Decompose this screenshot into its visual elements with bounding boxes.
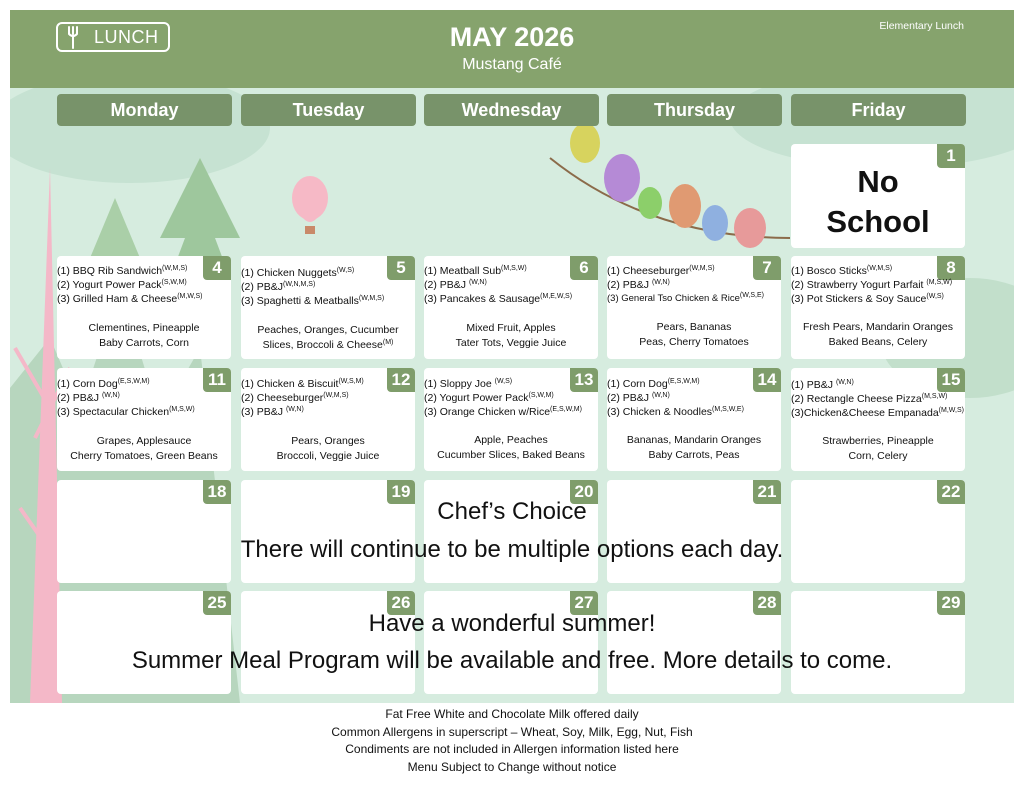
- sides: Bananas, Mandarin Oranges Baby Carrots, Peas: [626, 434, 762, 461]
- day-header-thursday: Thursday: [607, 94, 782, 126]
- menu-option-2: (2) Yogurt Power Pack$^{(S,W,M)}$: [424, 392, 554, 404]
- calendar-cell-15: [791, 368, 965, 471]
- menu-option-3: (3) Spaghetti & Meatballs$^{(W,M,S)}$: [241, 295, 385, 307]
- date-number: 19: [387, 480, 415, 504]
- date-number: 6: [570, 256, 598, 280]
- calendar-cell-25: [57, 591, 231, 694]
- menu-option-1: (1) Cheeseburger$^{(W,M,S)}$: [607, 265, 715, 277]
- date-number: 15: [937, 368, 965, 392]
- calendar-cell-19: [241, 480, 415, 583]
- sides: Grapes, Applesauce Cherry Tomatoes, Green Beans: [70, 435, 218, 462]
- date-number: 28: [753, 591, 781, 615]
- menu-option-3: (3) Chicken & Noodles$^{(M,S,W,E)}$: [607, 406, 744, 418]
- menu-option-3: (3) Pancakes & Sausage$^{(M,E,W,S)}$: [424, 293, 573, 305]
- menu-option-1: (1) Corn Dog$^{(E,S,W,M)}$: [57, 378, 150, 390]
- menu-option-1: (1) Chicken & Biscuit$^{(W,S,M)}$: [241, 378, 364, 390]
- date-number: 25: [203, 591, 231, 615]
- calendar-cell-21: [607, 480, 781, 583]
- date-number: 7: [753, 256, 781, 280]
- no-school-line1: No: [857, 164, 899, 199]
- calendar-cell-5: [241, 256, 415, 359]
- date-number: 12: [387, 368, 415, 392]
- sides: Peaches, Oranges, Cucumber Slices, Broccoli & Cheese$^{(M)}$: [257, 324, 399, 351]
- menu-option-2: (2) PB&J $^{(W,N)}$: [57, 392, 120, 404]
- header-bar: [10, 10, 1014, 88]
- no-school-line2: School: [826, 204, 930, 239]
- calendar-cell-27: [424, 591, 598, 694]
- date-number: 8: [937, 256, 965, 280]
- footer-line-milk: Fat Free White and Chocolate Milk offered daily: [385, 707, 639, 721]
- page-subtitle: Mustang Café: [462, 56, 562, 73]
- sides: Strawberries, Pineapple Corn, Celery: [822, 435, 934, 462]
- menu-option-3: (3)Chicken&Cheese Empanada$^{(M,W,S)}$: [791, 407, 964, 419]
- date-number: 27: [570, 591, 598, 615]
- calendar-cell-28: [607, 591, 781, 694]
- footer-notes: [0, 706, 1024, 776]
- menu-option-2: (2) Cheeseburger$^{(W,M,S)}$: [241, 392, 349, 404]
- chefs-choice-heading: Chef’s Choice: [437, 498, 587, 525]
- date-number: 4: [203, 256, 231, 280]
- day-header-wednesday: Wednesday: [424, 94, 599, 126]
- page-title: MAY 2026: [449, 22, 575, 52]
- date-number: 18: [203, 480, 231, 504]
- calendar-cell-20: [424, 480, 598, 583]
- date-number: 20: [570, 480, 598, 504]
- summer-greeting: Have a wonderful summer!: [368, 610, 656, 637]
- menu-option-2: (2) PB&J $^{(W,N)}$: [424, 279, 487, 291]
- sides: Mixed Fruit, Apples Tater Tots, Veggie Juice: [455, 322, 567, 349]
- logo-label: LUNCH: [94, 27, 159, 47]
- date-number: 22: [937, 480, 965, 504]
- multiple-options-note: There will continue to be multiple options each day.: [240, 536, 784, 563]
- sides: Fresh Pears, Mandarin Oranges Baked Beans, Celery: [803, 321, 953, 348]
- date-number: 21: [753, 480, 781, 504]
- menu-option-3: (3) Spectacular Chicken$^{(M,S,W)}$: [57, 406, 195, 418]
- menu-option-2: (2) Yogurt Power Pack$^{(S,W,M)}$: [57, 279, 187, 291]
- calendar-cell-14: [607, 368, 781, 471]
- date-number: 29: [937, 591, 965, 615]
- menu-option-1: (1) Meatball Sub$^{(M,S,W)}$: [424, 265, 527, 277]
- menu-option-2: (2) PB&J $^{(W,N)}$: [607, 279, 670, 291]
- date-number: 5: [387, 256, 415, 280]
- menu-option-2: (2) Rectangle Cheese Pizza$^{(M,S,W)}$: [791, 393, 948, 405]
- date-number: 1: [937, 144, 965, 168]
- day-header-monday: Monday: [57, 94, 232, 126]
- menu-option-3: (3) Orange Chicken w/Rice$^{(E,S,W,M)}$: [424, 406, 582, 418]
- sides: Clementines, Pineapple Baby Carrots, Corn: [88, 322, 200, 349]
- menu-option-3: (3) General Tso Chicken & Rice$^{(W,S,E)}$: [607, 292, 765, 304]
- menu-option-2: (2) $PB\&J^{(W,N,M,S)}$: [241, 281, 316, 293]
- date-number: 26: [387, 591, 415, 615]
- day-header-friday: Friday: [791, 94, 966, 126]
- menu-option-1: (1) Bosco Sticks$^{(W,M,S)}$: [791, 265, 893, 277]
- menu-option-1: (1) Corn Dog$^{(E,S,W,M)}$: [607, 378, 700, 390]
- menu-option-2: (2) PB&J $^{(W,N)}$: [607, 392, 670, 404]
- sides: Apple, Peaches Cucumber Slices, Baked Beans: [437, 434, 585, 461]
- calendar-cell-8: [791, 256, 965, 359]
- calendar-cell-6: [424, 256, 598, 359]
- footer-line-allergens: Common Allergens in superscript – Wheat, Soy, Milk, Egg, Nut, Fish: [331, 724, 693, 739]
- date-number: 11: [203, 368, 231, 392]
- menu-option-3: (3) Pot Stickers & Soy Sauce$^{(W,S)}$: [791, 293, 944, 305]
- footer-line-change-notice: Menu Subject to Change without notice: [407, 759, 617, 774]
- date-number: 13: [570, 368, 598, 392]
- calendar-cell-29: [791, 591, 965, 694]
- menu-option-3: (3) PB&J $^{(W,N)}$: [241, 406, 304, 418]
- calendar-cell-12: [241, 368, 415, 471]
- calendar-cell-26: [241, 591, 415, 694]
- menu-option-1: (1) PB&J $^{(W,N)}$: [791, 379, 854, 391]
- calendar-cell-7: [607, 256, 781, 359]
- menu-option-3: (3) Grilled Ham & Cheese$^{(M,W,S)}$: [57, 293, 203, 305]
- summer-program-note: Summer Meal Program will be available and free. More details to come.: [131, 647, 893, 674]
- sides: Pears, Oranges Broccoli, Veggie Juice: [276, 435, 380, 462]
- menu-option-1: (1) Chicken Nuggets$^{(W,S)}$: [241, 267, 355, 279]
- menu-type-label: Elementary Lunch: [879, 20, 964, 32]
- menu-option-1: (1) Sloppy Joe $^{(W,S)}$: [424, 378, 513, 390]
- calendar-cell-4: [57, 256, 231, 359]
- calendar-cell-13: [424, 368, 598, 471]
- calendar-cell-1: [791, 144, 965, 248]
- sides: Pears, Bananas Peas, Cherry Tomatoes: [639, 321, 749, 348]
- day-header-tuesday: Tuesday: [241, 94, 416, 126]
- calendar-cell-22: [791, 480, 965, 583]
- calendar-cell-11: [57, 368, 231, 471]
- no-school-notice: [791, 162, 965, 242]
- calendar-cell-18: [57, 480, 231, 583]
- menu-option-1: (1) BBQ Rib Sandwich$^{(W,M,S)}$: [57, 265, 188, 277]
- footer-line-condiments: Condiments are not included in Allergen information listed here: [345, 742, 679, 756]
- date-number: 14: [753, 368, 781, 392]
- menu-option-2: (2) Strawberry Yogurt Parfait $^{(M,S,W)}$: [791, 279, 953, 291]
